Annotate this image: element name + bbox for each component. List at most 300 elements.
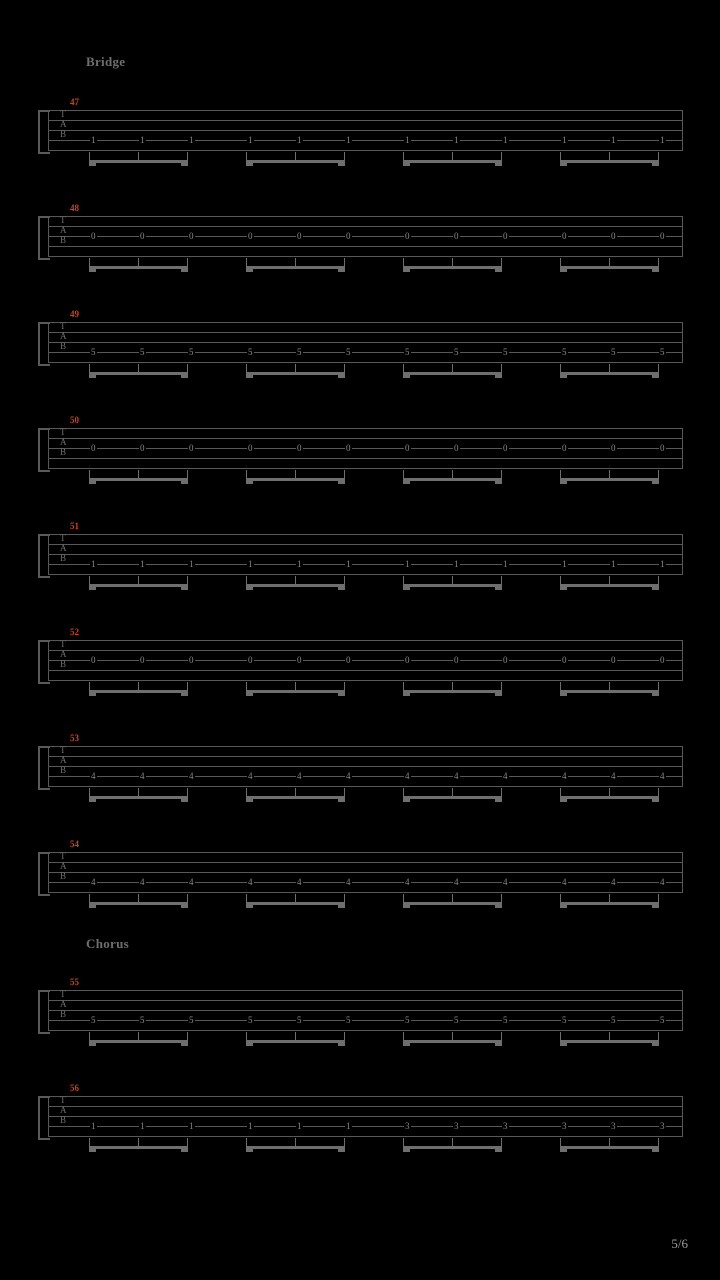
fret-number[interactable]: 1	[405, 559, 410, 569]
beam-group	[560, 576, 658, 594]
note-stem	[609, 576, 610, 587]
barline-left	[48, 640, 49, 680]
note-stem	[403, 258, 404, 269]
note-stem	[344, 152, 345, 163]
staff-line	[48, 1106, 683, 1107]
fret-number[interactable]: 0	[140, 443, 145, 453]
rhythm-beams	[48, 364, 683, 382]
fret-number[interactable]: 5	[562, 347, 567, 357]
staff-line	[48, 110, 683, 111]
staff-line	[48, 428, 683, 429]
fret-number[interactable]: 1	[140, 559, 145, 569]
fret-number[interactable]: 5	[503, 347, 508, 357]
beam-hook	[89, 481, 96, 484]
fret-number[interactable]: 0	[91, 655, 96, 665]
beam-hook	[338, 1043, 345, 1046]
note-stem	[560, 470, 561, 481]
beam-hook	[560, 1043, 567, 1046]
fret-number[interactable]: 4	[248, 877, 253, 887]
fret-number[interactable]: 4	[140, 877, 145, 887]
note-stem	[452, 894, 453, 905]
beam-group	[403, 894, 501, 912]
fret-number[interactable]: 3	[562, 1121, 567, 1131]
beam-group	[246, 1138, 344, 1156]
staff-line	[48, 468, 683, 469]
tab-clef-letter: A	[60, 225, 67, 235]
barline-right	[682, 534, 683, 574]
staff-line	[48, 458, 683, 459]
fret-number[interactable]: 0	[189, 443, 194, 453]
fret-number[interactable]: 5	[454, 1015, 459, 1025]
beam-group	[89, 470, 187, 488]
beam-hook	[403, 163, 410, 166]
staff-line	[48, 1030, 683, 1031]
beam-hook	[89, 1149, 96, 1152]
fret-number[interactable]: 0	[660, 443, 665, 453]
fret-number[interactable]: 0	[562, 655, 567, 665]
fret-number[interactable]: 4	[660, 877, 665, 887]
note-stem	[138, 152, 139, 163]
fret-number[interactable]: 4	[611, 877, 616, 887]
fret-number[interactable]: 4	[189, 771, 194, 781]
staff-line	[48, 872, 683, 873]
note-stem	[560, 1032, 561, 1043]
fret-number[interactable]: 5	[454, 347, 459, 357]
tab-clef-letter: A	[60, 861, 67, 871]
note-stem	[452, 1138, 453, 1149]
fret-number[interactable]: 1	[562, 559, 567, 569]
fret-number[interactable]: 0	[503, 443, 508, 453]
note-stem	[501, 364, 502, 375]
beam-hook	[181, 481, 188, 484]
fret-number[interactable]: 0	[248, 655, 253, 665]
fret-number[interactable]: 4	[189, 877, 194, 887]
fret-number[interactable]: 0	[454, 443, 459, 453]
note-stem	[295, 1032, 296, 1043]
beam-group	[560, 1138, 658, 1156]
fret-number[interactable]: 5	[503, 1015, 508, 1025]
fret-number[interactable]: 0	[405, 443, 410, 453]
fret-number[interactable]: 4	[503, 877, 508, 887]
note-stem	[452, 1032, 453, 1043]
beam-hook	[338, 375, 345, 378]
staff-line	[48, 852, 683, 853]
fret-number[interactable]: 5	[611, 1015, 616, 1025]
rhythm-beams	[48, 788, 683, 806]
fret-number[interactable]: 1	[140, 135, 145, 145]
fret-number[interactable]: 3	[660, 1121, 665, 1131]
rhythm-beams	[48, 258, 683, 276]
tab-staff	[48, 746, 683, 786]
staff-line	[48, 226, 683, 227]
bar-number: 56	[70, 1083, 79, 1093]
fret-number[interactable]: 0	[454, 655, 459, 665]
note-stem	[501, 258, 502, 269]
bar-number: 49	[70, 309, 79, 319]
fret-number[interactable]: 0	[660, 655, 665, 665]
bar-number: 48	[70, 203, 79, 213]
tab-clef	[60, 427, 67, 457]
fret-number[interactable]: 5	[248, 1015, 253, 1025]
note-stem	[246, 470, 247, 481]
fret-number[interactable]: 1	[562, 135, 567, 145]
beam-group	[89, 1138, 187, 1156]
bar-number: 52	[70, 627, 79, 637]
beam-hook	[403, 799, 410, 802]
fret-number[interactable]: 4	[405, 771, 410, 781]
note-stem	[344, 470, 345, 481]
fret-number[interactable]: 5	[346, 347, 351, 357]
fret-number[interactable]: 4	[91, 771, 96, 781]
note-stem	[452, 364, 453, 375]
note-stem	[89, 152, 90, 163]
beam-hook	[652, 481, 659, 484]
fret-number[interactable]: 1	[248, 135, 253, 145]
note-stem	[658, 788, 659, 799]
fret-number[interactable]: 0	[611, 231, 616, 241]
note-stem	[187, 1032, 188, 1043]
tab-system	[38, 852, 683, 892]
staff-line	[48, 756, 683, 757]
beam-group	[89, 894, 187, 912]
note-stem	[501, 1032, 502, 1043]
fret-number[interactable]: 4	[454, 771, 459, 781]
note-stem	[403, 1032, 404, 1043]
tab-clef-letter: A	[60, 437, 67, 447]
fret-number[interactable]: 0	[405, 231, 410, 241]
fret-number[interactable]: 0	[660, 231, 665, 241]
staff-line	[48, 640, 683, 641]
tab-staff	[48, 322, 683, 362]
staff-line	[48, 150, 683, 151]
note-stem	[609, 894, 610, 905]
fret-number[interactable]: 5	[248, 347, 253, 357]
beam-group	[246, 682, 344, 700]
fret-number[interactable]: 3	[454, 1121, 459, 1131]
fret-number[interactable]: 4	[346, 877, 351, 887]
staff-line	[48, 650, 683, 651]
fret-number[interactable]: 5	[660, 347, 665, 357]
tab-clef-letter: B	[60, 553, 67, 563]
fret-number[interactable]: 5	[611, 347, 616, 357]
beam-group	[560, 894, 658, 912]
fret-number[interactable]: 0	[189, 231, 194, 241]
fret-number[interactable]: 4	[346, 771, 351, 781]
note-stem	[344, 576, 345, 587]
fret-number[interactable]: 1	[91, 1121, 96, 1131]
beam-hook	[246, 481, 253, 484]
fret-number[interactable]: 5	[660, 1015, 665, 1025]
staff-line	[48, 216, 683, 217]
staff-line	[48, 670, 683, 671]
fret-number[interactable]: 1	[248, 559, 253, 569]
beam-hook	[495, 799, 502, 802]
beam-group	[246, 1032, 344, 1050]
beam-hook	[89, 163, 96, 166]
fret-number[interactable]: 1	[140, 1121, 145, 1131]
rhythm-beams	[48, 152, 683, 170]
staff-line	[48, 362, 683, 363]
fret-number[interactable]: 1	[346, 1121, 351, 1131]
note-stem	[187, 364, 188, 375]
beam-group	[403, 576, 501, 594]
beam-hook	[495, 1043, 502, 1046]
note-stem	[138, 894, 139, 905]
staff-line	[48, 862, 683, 863]
beam-hook	[181, 375, 188, 378]
beam-group	[246, 152, 344, 170]
note-stem	[344, 788, 345, 799]
fret-number[interactable]: 0	[562, 231, 567, 241]
fret-number[interactable]: 5	[405, 1015, 410, 1025]
tab-clef-letter: B	[60, 1115, 67, 1125]
fret-number[interactable]: 1	[189, 1121, 194, 1131]
tab-clef-letter: T	[60, 533, 66, 543]
fret-number[interactable]: 5	[297, 347, 302, 357]
fret-number[interactable]: 5	[91, 347, 96, 357]
fret-number[interactable]: 3	[503, 1121, 508, 1131]
beam-hook	[652, 375, 659, 378]
beam-group	[560, 682, 658, 700]
fret-number[interactable]: 4	[660, 771, 665, 781]
fret-number[interactable]: 5	[91, 1015, 96, 1025]
fret-number[interactable]: 4	[503, 771, 508, 781]
fret-number[interactable]: 4	[297, 877, 302, 887]
tab-clef-letter: B	[60, 341, 67, 351]
fret-number[interactable]: 0	[248, 231, 253, 241]
tab-clef-letter: T	[60, 745, 66, 755]
beam-hook	[246, 1043, 253, 1046]
note-stem	[89, 470, 90, 481]
fret-number[interactable]: 4	[140, 771, 145, 781]
tab-clef	[60, 215, 67, 245]
barline-left	[48, 534, 49, 574]
beam-hook	[89, 587, 96, 590]
note-stem	[609, 1032, 610, 1043]
fret-number[interactable]: 1	[346, 559, 351, 569]
fret-number[interactable]: 1	[454, 135, 459, 145]
fret-number[interactable]: 0	[297, 231, 302, 241]
fret-number[interactable]: 0	[346, 231, 351, 241]
fret-number[interactable]: 4	[91, 877, 96, 887]
note-stem	[658, 258, 659, 269]
beam-hook	[403, 1149, 410, 1152]
note-stem	[403, 364, 404, 375]
note-stem	[609, 364, 610, 375]
beam-hook	[246, 163, 253, 166]
fret-number[interactable]: 0	[346, 443, 351, 453]
tab-system	[38, 1096, 683, 1136]
beam-group	[89, 788, 187, 806]
barline-right	[682, 1096, 683, 1136]
note-stem	[187, 788, 188, 799]
fret-number[interactable]: 1	[454, 559, 459, 569]
barline-left	[48, 990, 49, 1030]
tab-staff	[48, 1096, 683, 1136]
barline-left	[48, 1096, 49, 1136]
tab-clef-letter: B	[60, 447, 67, 457]
note-stem	[403, 470, 404, 481]
note-stem	[187, 682, 188, 693]
staff-line	[48, 746, 683, 747]
fret-number[interactable]: 0	[140, 231, 145, 241]
fret-number[interactable]: 5	[562, 1015, 567, 1025]
note-stem	[501, 576, 502, 587]
staff-line	[48, 1136, 683, 1137]
note-stem	[246, 682, 247, 693]
fret-number[interactable]: 0	[611, 655, 616, 665]
note-stem	[295, 470, 296, 481]
fret-number[interactable]: 0	[503, 655, 508, 665]
tab-system	[38, 110, 683, 150]
fret-number[interactable]: 5	[346, 1015, 351, 1025]
fret-number[interactable]: 0	[91, 443, 96, 453]
fret-number[interactable]: 1	[91, 559, 96, 569]
beam-group	[246, 470, 344, 488]
beam-hook	[403, 587, 410, 590]
beam-hook	[495, 481, 502, 484]
barline-left	[48, 428, 49, 468]
fret-number[interactable]: 1	[189, 135, 194, 145]
fret-number[interactable]: 1	[297, 135, 302, 145]
barline-left	[48, 322, 49, 362]
fret-number[interactable]: 0	[405, 655, 410, 665]
fret-number[interactable]: 0	[140, 655, 145, 665]
fret-number[interactable]: 5	[297, 1015, 302, 1025]
barline-right	[682, 990, 683, 1030]
fret-number[interactable]: 0	[346, 655, 351, 665]
fret-number[interactable]: 0	[297, 443, 302, 453]
fret-number[interactable]: 0	[562, 443, 567, 453]
fret-number[interactable]: 1	[611, 135, 616, 145]
fret-number[interactable]: 4	[562, 877, 567, 887]
beam-hook	[560, 1149, 567, 1152]
fret-number[interactable]: 1	[503, 559, 508, 569]
fret-number[interactable]: 4	[562, 771, 567, 781]
staff-line	[48, 246, 683, 247]
note-stem	[187, 470, 188, 481]
fret-number[interactable]: 0	[248, 443, 253, 453]
fret-number[interactable]: 4	[405, 877, 410, 887]
fret-number[interactable]: 1	[346, 135, 351, 145]
staff-line	[48, 130, 683, 131]
note-stem	[138, 682, 139, 693]
fret-number[interactable]: 0	[189, 655, 194, 665]
note-stem	[609, 788, 610, 799]
fret-number[interactable]: 1	[503, 135, 508, 145]
note-stem	[452, 576, 453, 587]
fret-number[interactable]: 5	[140, 1015, 145, 1025]
beam-hook	[495, 693, 502, 696]
beam-hook	[403, 693, 410, 696]
beam-hook	[495, 1149, 502, 1152]
fret-number[interactable]: 4	[611, 771, 616, 781]
fret-number[interactable]: 1	[297, 559, 302, 569]
barline-left	[48, 852, 49, 892]
beam-hook	[338, 163, 345, 166]
fret-number[interactable]: 4	[297, 771, 302, 781]
beam-hook	[246, 905, 253, 908]
beam-group	[403, 364, 501, 382]
fret-number[interactable]: 0	[454, 231, 459, 241]
fret-number[interactable]: 0	[297, 655, 302, 665]
note-stem	[658, 682, 659, 693]
fret-number[interactable]: 1	[660, 135, 665, 145]
staff-line	[48, 256, 683, 257]
note-stem	[138, 1032, 139, 1043]
staff-line	[48, 574, 683, 575]
beam-group	[89, 364, 187, 382]
note-stem	[658, 152, 659, 163]
beam-group	[560, 258, 658, 276]
tab-clef-letter: A	[60, 1105, 67, 1115]
rhythm-beams	[48, 576, 683, 594]
note-stem	[609, 1138, 610, 1149]
fret-number[interactable]: 0	[91, 231, 96, 241]
tab-clef-letter: B	[60, 871, 67, 881]
tab-clef-letter: T	[60, 109, 66, 119]
beam-hook	[403, 1043, 410, 1046]
fret-number[interactable]: 1	[248, 1121, 253, 1131]
beam-group	[403, 470, 501, 488]
barline-right	[682, 428, 683, 468]
beam-group	[403, 258, 501, 276]
fret-number[interactable]: 5	[140, 347, 145, 357]
beam-hook	[246, 799, 253, 802]
note-stem	[295, 894, 296, 905]
fret-number[interactable]: 1	[405, 135, 410, 145]
barline-right	[682, 640, 683, 680]
fret-number[interactable]: 5	[405, 347, 410, 357]
bar-number: 55	[70, 977, 79, 987]
fret-number[interactable]: 4	[248, 771, 253, 781]
fret-number[interactable]: 1	[611, 559, 616, 569]
note-stem	[403, 894, 404, 905]
beam-hook	[403, 481, 410, 484]
note-stem	[501, 894, 502, 905]
beam-hook	[89, 693, 96, 696]
barline-right	[682, 216, 683, 256]
fret-number[interactable]: 1	[91, 135, 96, 145]
note-stem	[658, 894, 659, 905]
fret-number[interactable]: 0	[611, 443, 616, 453]
fret-number[interactable]: 5	[189, 1015, 194, 1025]
beam-hook	[403, 375, 410, 378]
staff-line	[48, 322, 683, 323]
beam-group	[246, 788, 344, 806]
fret-number[interactable]: 1	[660, 559, 665, 569]
note-stem	[246, 1032, 247, 1043]
fret-number[interactable]: 3	[611, 1121, 616, 1131]
rhythm-beams	[48, 1138, 683, 1156]
note-stem	[89, 894, 90, 905]
note-stem	[658, 364, 659, 375]
tab-clef	[60, 851, 67, 881]
fret-number[interactable]: 4	[454, 877, 459, 887]
fret-number[interactable]: 1	[189, 559, 194, 569]
fret-number[interactable]: 0	[503, 231, 508, 241]
note-stem	[609, 152, 610, 163]
tab-system	[38, 640, 683, 680]
note-stem	[246, 788, 247, 799]
tab-clef-letter: T	[60, 989, 66, 999]
fret-number[interactable]: 1	[297, 1121, 302, 1131]
fret-number[interactable]: 5	[189, 347, 194, 357]
tab-staff	[48, 216, 683, 256]
fret-number[interactable]: 3	[405, 1121, 410, 1131]
note-stem	[89, 364, 90, 375]
note-stem	[658, 576, 659, 587]
